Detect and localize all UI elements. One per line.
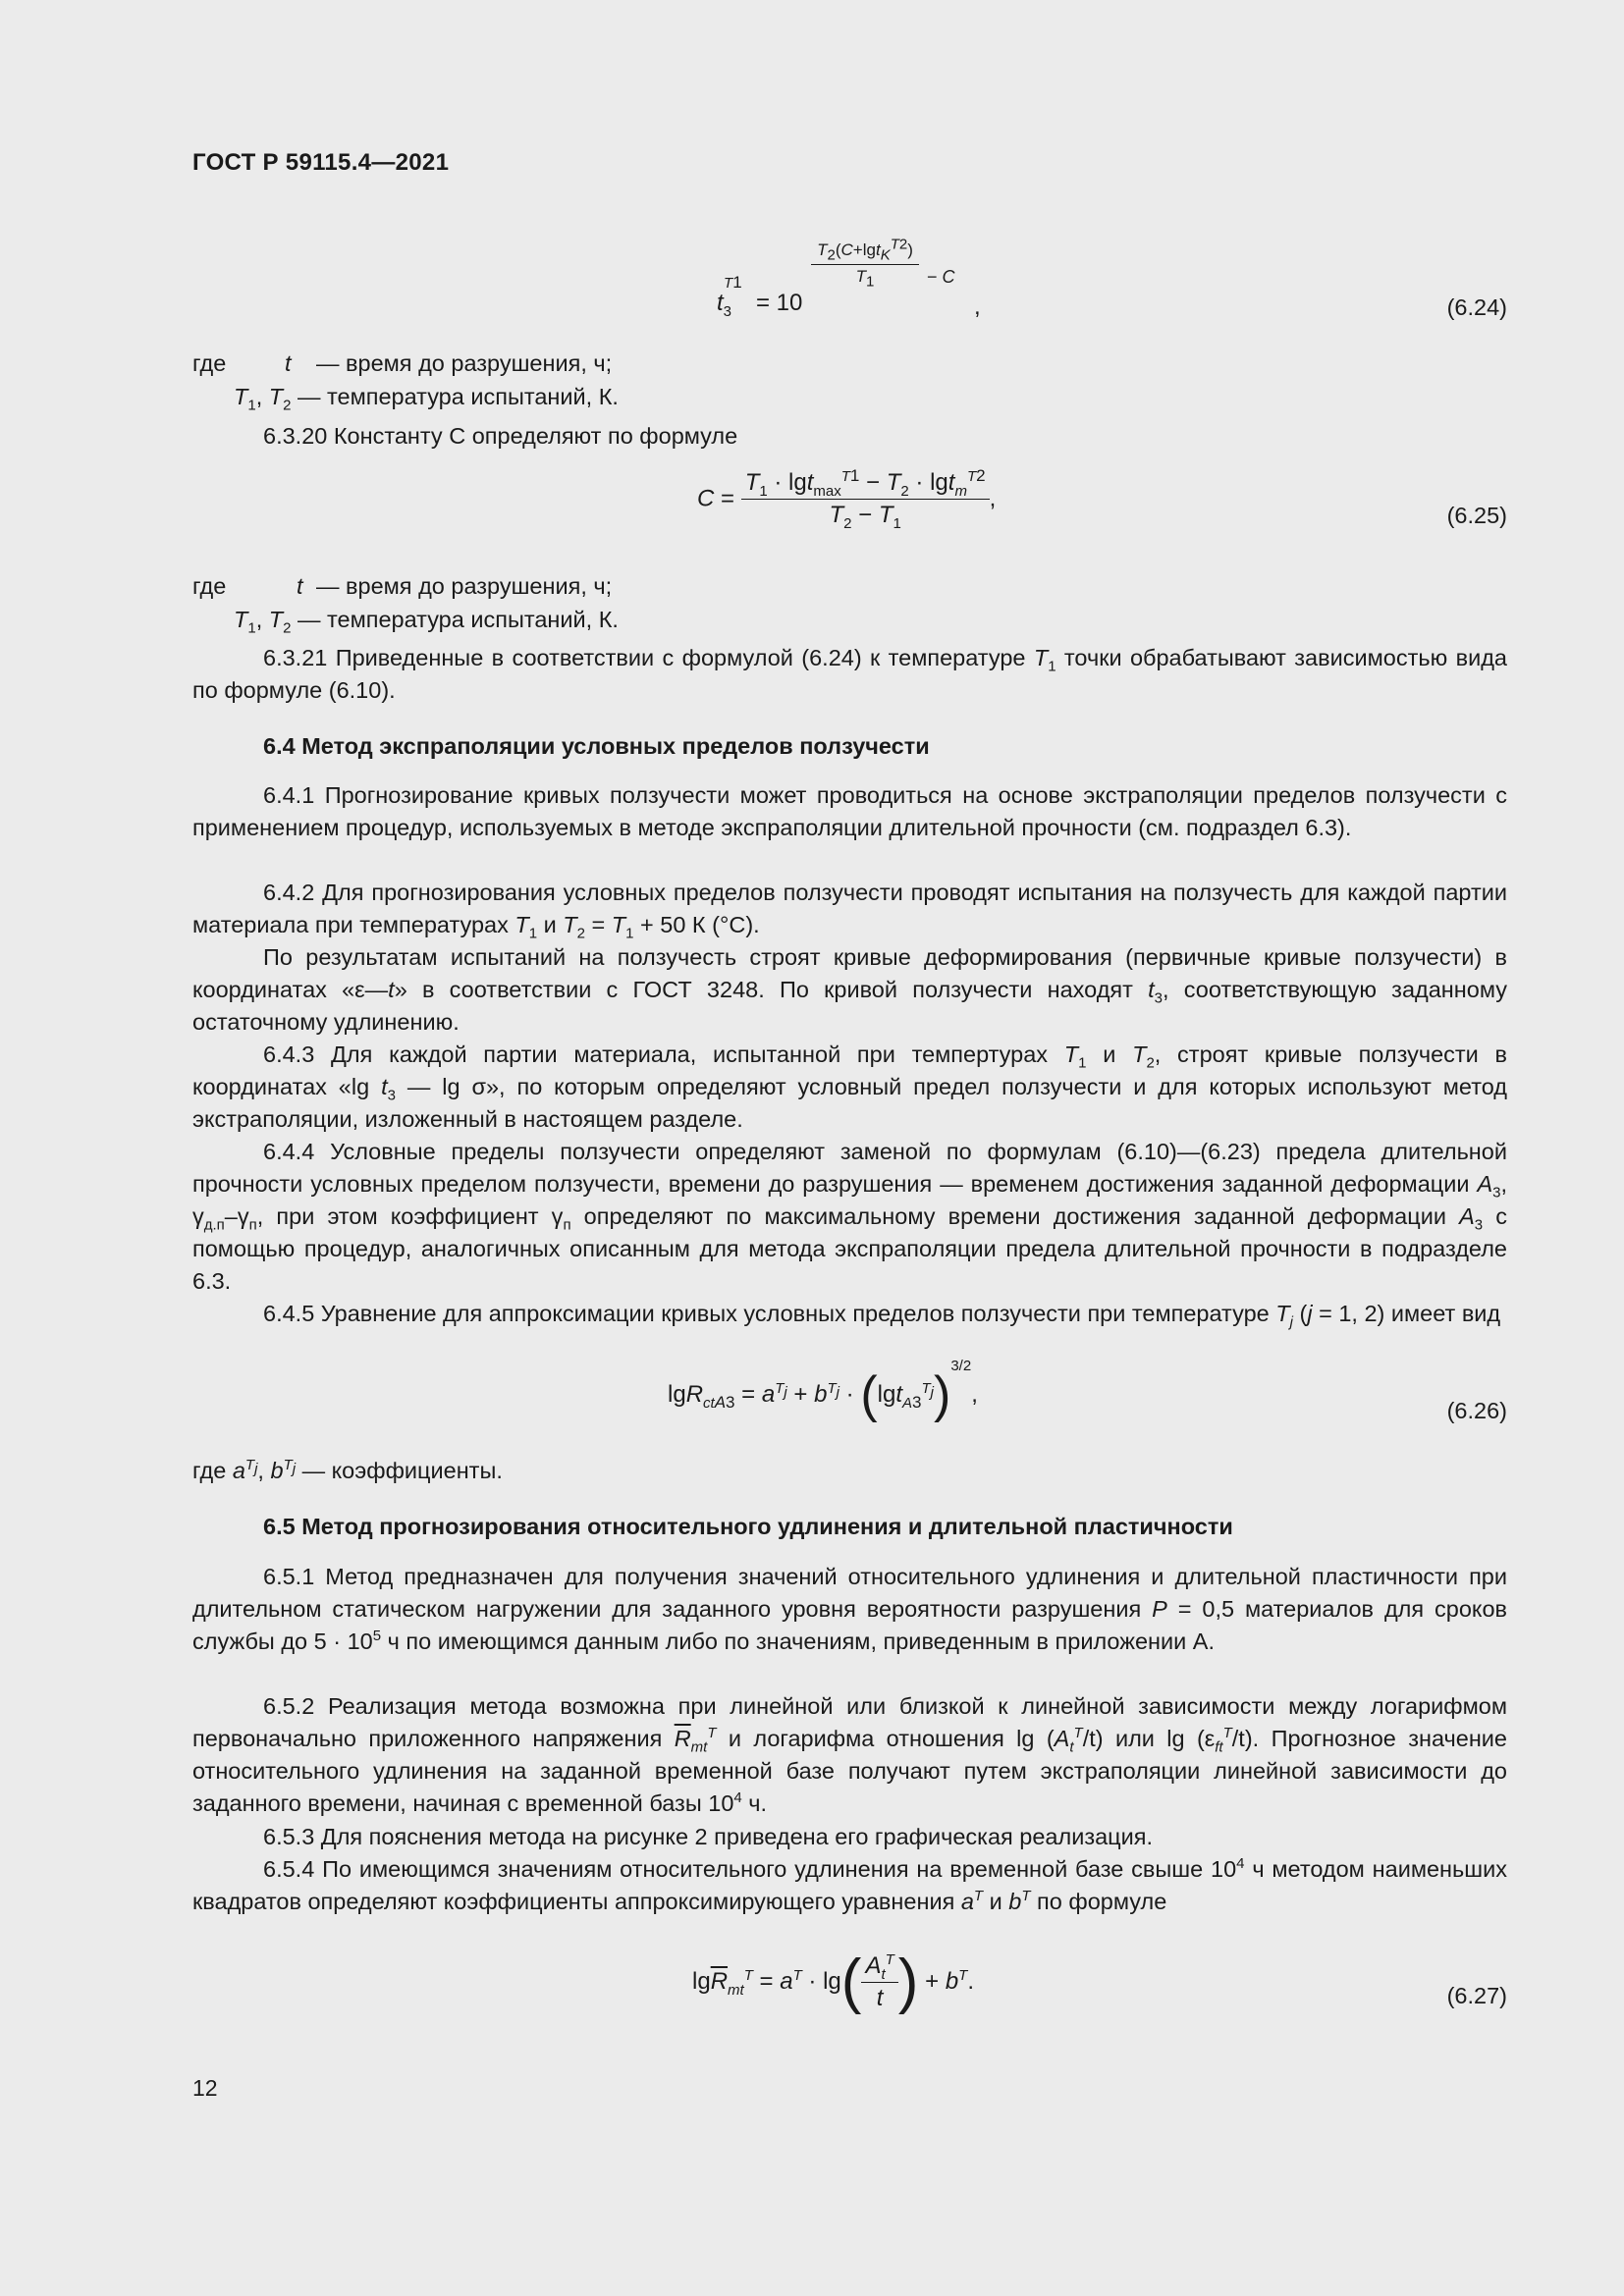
paragraph-6-3-21: 6.3.21 Приведенные в соответствии с формулой (6.24) к температуре $T_1$ точки обрабатывают зависимостью вида по формуле (6.10). <box>192 645 1507 703</box>
where-temp-2: $T_1$, $T_2$ — температура испытаний, К. <box>234 607 619 637</box>
paragraph-6-3-20: 6.3.20 Константу C определяют по формуле <box>263 423 738 449</box>
where-t-description-2: — время до разрушения, ч; <box>316 573 613 599</box>
equation-number-6-25: (6.25) <box>1446 503 1507 528</box>
paragraph-6-4-3: 6.4.3 Для каждой партии материала, испытанной при темпертурах $T_1$ и $T_2$, строят кривые ползучести в координатах «lg $t_3$ — lg σ», по которым определяют условный предел ползучести и для которых используют метод экстраполяции, изложенный в настоящем разделе. <box>192 1041 1507 1132</box>
formula-6-26: $\lg R_{ctA3} = a^{T_j} + b^{T_j} \cdot (\lg t_{A3}^{T_j})^{3/2}$, <box>668 1358 978 1423</box>
page-number: 12 <box>192 2075 218 2101</box>
heading-6-5: 6.5 Метод прогнозирования относительного удлинения и длительной пластичности <box>263 1514 1233 1539</box>
paragraph-6-5-4: 6.5.4 По имеющимся значениям относительного удлинения на временной базе свыше $10^4$ ч методом наименьших квадратов определяют коэффициенты аппроксимирующего уравнения $a^T$ и $b^T$ по формуле <box>192 1855 1507 1914</box>
paragraph-6-5-3: 6.5.3 Для пояснения метода на рисунке 2 приведена его графическая реализация. <box>263 1824 1154 1849</box>
where-label: где <box>192 350 227 376</box>
formula-6-27: $\lg\overline{R}_{mt}^T = a^T \cdot \lg$( $\frac{A_t^T}{t}$ ) + $b^T$. <box>692 1948 975 2015</box>
where-label-2: где <box>192 573 227 599</box>
paragraph-6-4-1: 6.4.1 Прогнозирование кривых ползучести может проводиться на основе экстраполяции пределов ползучести с применением процедур, используемых в методе экспраполяции длительной прочности (см. подраздел 6.3). <box>192 782 1507 840</box>
where-temp: $T_1$, $T_2$ — температура испытаний, К. <box>234 384 619 414</box>
document-page: ГОСТ Р 59115.4—2021 $t_3^{T1}$ = 10 $T_2(C+\lg t_K^{T2})$ $T_1$ − C , (6.24) где t — время до разрушения, ч; $T_1$, $T_2$ — температура испытаний, К. 6.3.20 Константу C определяют по формуле C = $\frac{T_1 \cdot \lg t_{max}^{T1} - T_2 \cdot \lg t_m^{T2}}{T_2 - T_1}$ , (6.25) где t — время до разрушения, ч; $T_1$, $T_2$ — температура испытаний, К. 6.3.21 Приведенные в соответствии с формулой (6.24) к температуре $T_1$ точки обрабатывают зависимостью вида по формуле (6.10). 6.4 Метод экспраполяции условных пределов ползучести 6.4.1 Прогнозирование кривых ползучести может проводиться на основе экстраполяции пределов ползучести с применением процедур, используемых в методе экспраполяции длительной прочности (см. подраздел 6.3). 6.4.2 Для прогнозирования условных пределов ползучести проводят испытания на ползучесть для каждой партии материала при температурах $T_1$ и $T_2 = T_1 + 50$ К (°C). По результатам испытаний на ползучесть строят кривые деформирования (первичные кривые ползучести) в координатах «ε—t» в соответствии с ГОСТ 3248. По кривой ползучести находят $t_3$, соответствующую заданному остаточному удлинению. 6.4.3 Для каждой партии материала, испытанной при темпертурах $T_1$ и $T_2$, строят кривые ползучести в координатах «lg $t_3$ — lg σ», по которым определяют условный предел ползучести и для которых используют метод экстраполяции, изложенный в настоящем разделе. 6.4.4 Условные пределы ползучести определяют заменой по формулам (6.10)—(6.23) предела длительной прочности условных пределом ползучести, времени до разрушения — временем достижения заданной деформации $A_3$, $\gamma_{д.п}-\gamma_п$, при этом коэффициент $\gamma_п$ определяют по максимальному времени достижения заданной деформации $A_3$ с помощью процедур, аналогичных описанным для метода экспраполяции предела длительной прочности в подразделе 6.3. 6.4.5 Уравнение для аппроксимации кривых условных пределов ползучести при температуре $T_j$ (j = 1, 2) имеет вид $\lg R_{ctA3} = a^{T_j} + b^{T_j} \cdot (\lg t_{A3}^{T_j})^{3/2}$, (6.26) где $a^{T_j}$, $b^{T_j}$ — коэффициенты. 6.5 Метод прогнозирования относительного удлинения и длительной пластичности 6.5.1 Метод предназначен для получения значений относительного удлинения и длительной пластичности при длительном статическом нагружении для заданного уровня вероятности разрушения P = 0,5 материалов для сроков службы до $5 \cdot 10^5$ ч по имеющимся данным либо по значениям, приведенным в приложении А. 6.5.2 Реализация метода возможна при линейной или близкой к линейной зависимости между логарифмом первоначально приложенного напряжения $\overline{R}_{mt}^T$ и логарифма отношения $\lg (A_t^T/t)$ или $\lg (\varepsilon_{ft}^T/t)$. Прогнозное значение относительного удлинения на заданной временной базе получают путем экстраполяции линейной зависимости до заданного времени, начиная с временной базы $10^4$ ч. 6.5.3 Для пояснения метода на рисунке 2 приведена его графическая реализация. 6.5.4 По имеющимся значениям относительного удлинения на временной базе свыше $10^4$ ч методом наименьших квадратов определяют коэффициенты аппроксимирующего уравнения $a^T$ и $b^T$ по формуле $\lg\overline{R}_{mt}^T = a^T \cdot \lg$( $\frac{A_t^T}{t}$ ) + $b^T$. (6.27) 12 <box>192 149 1508 2101</box>
equation-number-6-24: (6.24) <box>1446 294 1507 320</box>
paragraph-6-5-2: 6.5.2 Реализация метода возможна при линейной или близкой к линейной зависимости между логарифмом первоначально приложенного напряжения $\overline{R}_{mt}^T$ и логарифма отношения $\lg (A_t^T/t)$ или $\lg (\varepsilon_{ft}^T/t)$. Прогнозное значение относительного удлинения на заданной временной базе получают путем экстраполяции линейной зависимости до заданного времени, начиная с временной базы $10^4$ ч. <box>192 1693 1508 1816</box>
equation-number-6-26: (6.26) <box>1446 1398 1507 1423</box>
paragraph-6-5-1: 6.5.1 Метод предназначен для получения значений относительного удлинения и длительной пластичности при длительном статическом нагружении для заданного уровня вероятности разрушения P = 0,5 материалов для сроков службы до $5 \cdot 10^5$ ч по имеющимся данным либо по значениям, приведенным в приложении А. <box>192 1564 1507 1654</box>
where-t-symbol: t <box>285 350 292 376</box>
formula-6-25: C = $\frac{T_1 \cdot \lg t_{max}^{T1} - T_2 \cdot \lg t_m^{T2}}{T_2 - T_1}$ , <box>697 466 997 532</box>
where-t-description: — время до разрушения, ч; <box>316 350 613 376</box>
paragraph-6-4-5: 6.4.5 Уравнение для аппроксимации кривых условных пределов ползучести при температуре $T_j$ (j = 1, 2) имеет вид <box>263 1301 1501 1331</box>
paragraph-6-4-2: 6.4.2 Для прогнозирования условных пределов ползучести проводят испытания на ползучесть для каждой партии материала при температурах $T_1$ и $T_2 = T_1 + 50$ К (°C). <box>192 880 1507 942</box>
paragraph-6-4-4: 6.4.4 Условные пределы ползучести определяют заменой по формулам (6.10)—(6.23) предела длительной прочности условных пределом ползучести, времени до разрушения — временем достижения заданной деформации $A_3$, $\gamma_{д.п}-\gamma_п$, при этом коэффициент $\gamma_п$ определяют по максимальному времени достижения заданной деформации $A_3$ с помощью процедур, аналогичных описанным для метода экспраполяции предела длительной прочности в подразделе 6.3. <box>192 1139 1507 1294</box>
where-coefficients: где $a^{T_j}$, $b^{T_j}$ — коэффициенты. <box>192 1457 503 1483</box>
equation-number-6-27: (6.27) <box>1446 1983 1507 2008</box>
heading-6-4: 6.4 Метод экспраполяции условных пределов ползучести <box>263 733 930 759</box>
where-t-symbol-2: t <box>297 573 303 599</box>
paragraph-6-4-2-results: По результатам испытаний на ползучесть строят кривые деформирования (первичные кривые ползучести) в координатах «ε—t» в соответствии с ГОСТ 3248. По кривой ползучести находят $t_3$, соответствующую заданному остаточному удлинению. <box>192 944 1508 1035</box>
document-header: ГОСТ Р 59115.4—2021 <box>192 149 450 176</box>
